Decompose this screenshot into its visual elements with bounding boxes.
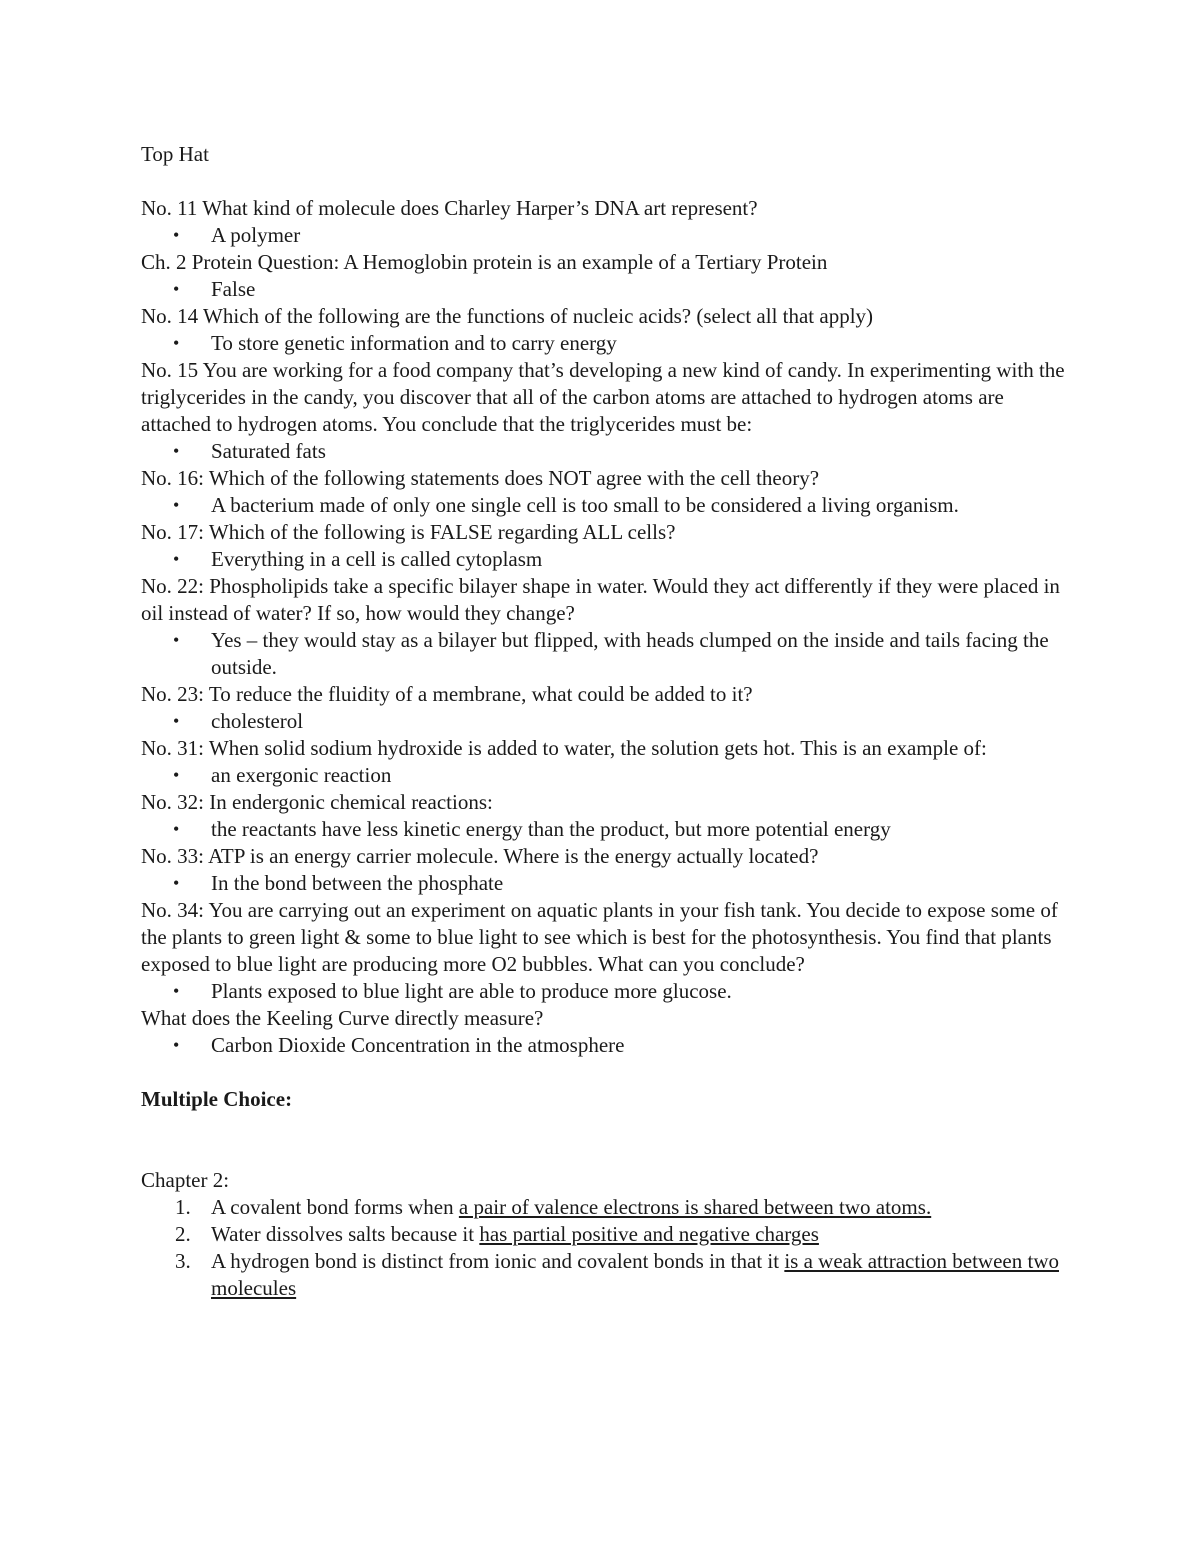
question: No. 34: You are carrying out an experiment on aquatic plants in your fish tank. You decide to expose some of the plants to green light & some to blue light to see which is best for the photosynthesis. You find that plants exposed to blue light are producing more O2 bubbles. What can you conclude?: [141, 898, 1058, 976]
answer-list: [141, 708, 1066, 735]
question: No. 17: Which of the following is FALSE regarding ALL cells?: [141, 520, 676, 544]
answer-item: [173, 276, 1066, 303]
question: No. 23: To reduce the fluidity of a membrane, what could be added to it?: [141, 682, 753, 706]
answer-list: [141, 627, 1066, 681]
answer-text: the reactants have less kinetic energy than the product, but more potential energy: [211, 817, 891, 841]
answer-text: Plants exposed to blue light are able to produce more glucose.: [211, 979, 732, 1003]
answer-text: False: [211, 277, 256, 301]
bullet-icon: •: [173, 279, 180, 299]
answer-list: [141, 546, 1066, 573]
answer-item: [173, 222, 1066, 249]
bullet-icon: •: [173, 549, 180, 569]
list-item: [175, 1248, 1066, 1302]
answer-list: [141, 438, 1066, 465]
item-answer: has partial positive and negative charges: [479, 1222, 819, 1246]
question: No. 11 What kind of molecule does Charley Harper’s DNA art represent?: [141, 196, 758, 220]
question: Ch. 2 Protein Question: A Hemoglobin protein is an example of a Tertiary Protein: [141, 250, 828, 274]
question: No. 31: When solid sodium hydroxide is added to water, the solution gets hot. This is an example of:: [141, 736, 987, 760]
answer-list: [141, 222, 1066, 249]
tophat-section: [141, 195, 1066, 1059]
answer-item: [173, 816, 1066, 843]
item-number: 3.: [175, 1249, 191, 1273]
item-text: Water dissolves salts because it: [211, 1222, 480, 1246]
answer-item: [173, 978, 1066, 1005]
document-page: [141, 141, 1066, 1302]
bullet-icon: •: [173, 333, 180, 353]
question: No. 16: Which of the following statements does NOT agree with the cell theory?: [141, 466, 820, 490]
answer-text: To store genetic information and to carry energy: [211, 331, 617, 355]
answer-list: [141, 816, 1066, 843]
question: What does the Keeling Curve directly measure?: [141, 1006, 544, 1030]
answer-text: In the bond between the phosphate: [211, 871, 504, 895]
answer-list: [141, 492, 1066, 519]
answer-item: [173, 438, 1066, 465]
answer-list: [141, 762, 1066, 789]
bullet-icon: •: [173, 981, 180, 1001]
answer-list: [141, 1032, 1066, 1059]
bullet-icon: •: [173, 765, 180, 785]
bullet-icon: •: [173, 711, 180, 731]
answer-text: Saturated fats: [211, 439, 326, 463]
item-answer: a pair of valence electrons is shared between two atoms.: [458, 1195, 932, 1219]
multiple-choice-heading: Multiple Choice:: [141, 1087, 293, 1111]
answer-text: cholesterol: [211, 709, 304, 733]
answer-text: A bacterium made of only one single cell is too small to be considered a living organism.: [211, 493, 959, 517]
answer-list: [141, 978, 1066, 1005]
answer-text: an exergonic reaction: [211, 763, 392, 787]
answer-item: [173, 762, 1066, 789]
answer-item: [173, 492, 1066, 519]
bullet-icon: •: [173, 873, 180, 893]
bullet-icon: •: [173, 630, 180, 650]
item-number: 1.: [175, 1195, 191, 1219]
answer-text: Carbon Dioxide Concentration in the atmosphere: [211, 1033, 625, 1057]
answer-list: [141, 870, 1066, 897]
bullet-icon: •: [173, 819, 180, 839]
bullet-icon: •: [173, 495, 180, 515]
chapter-label: Chapter 2:: [141, 1168, 230, 1192]
question: No. 33: ATP is an energy carrier molecule. Where is the energy actually located?: [141, 844, 819, 868]
question: No. 15 You are working for a food company that’s developing a new kind of candy. In experimenting with the triglycerides in the candy, you discover that all of the carbon atoms are attached to hydrogen atoms are attached to hydrogen atoms. You conclude that the triglycerides must be:: [141, 358, 1065, 436]
multiple-choice-list: [141, 1194, 1066, 1302]
answer-item: [173, 330, 1066, 357]
item-number: 2.: [175, 1222, 191, 1246]
answer-text: Yes – they would stay as a bilayer but flipped, with heads clumped on the inside and tails facing the outside.: [211, 628, 1049, 679]
question: No. 14 Which of the following are the functions of nucleic acids? (select all that apply): [141, 304, 874, 328]
question: No. 32: In endergonic chemical reactions:: [141, 790, 493, 814]
answer-item: [173, 1032, 1066, 1059]
list-item: [175, 1221, 1066, 1248]
list-item: [175, 1194, 1066, 1221]
answer-list: [141, 330, 1066, 357]
item-text: A covalent bond forms when: [211, 1195, 459, 1219]
answer-item: [173, 627, 1066, 681]
bullet-icon: •: [173, 225, 180, 245]
answer-list: [141, 276, 1066, 303]
answer-text: A polymer: [211, 223, 301, 247]
document-title: Top Hat: [141, 142, 209, 166]
item-answer: is a weak attraction between two molecules: [211, 1249, 1059, 1300]
item-text: A hydrogen bond is distinct from ionic and covalent bonds in that it: [211, 1249, 785, 1273]
question: No. 22: Phospholipids take a specific bilayer shape in water. Would they act differently if they were placed in oil instead of water? If so, how would they change?: [141, 574, 1060, 625]
answer-item: [173, 870, 1066, 897]
bullet-icon: •: [173, 1035, 180, 1055]
bullet-icon: •: [173, 441, 180, 461]
answer-item: [173, 546, 1066, 573]
answer-text: Everything in a cell is called cytoplasm: [211, 547, 543, 571]
answer-item: [173, 708, 1066, 735]
